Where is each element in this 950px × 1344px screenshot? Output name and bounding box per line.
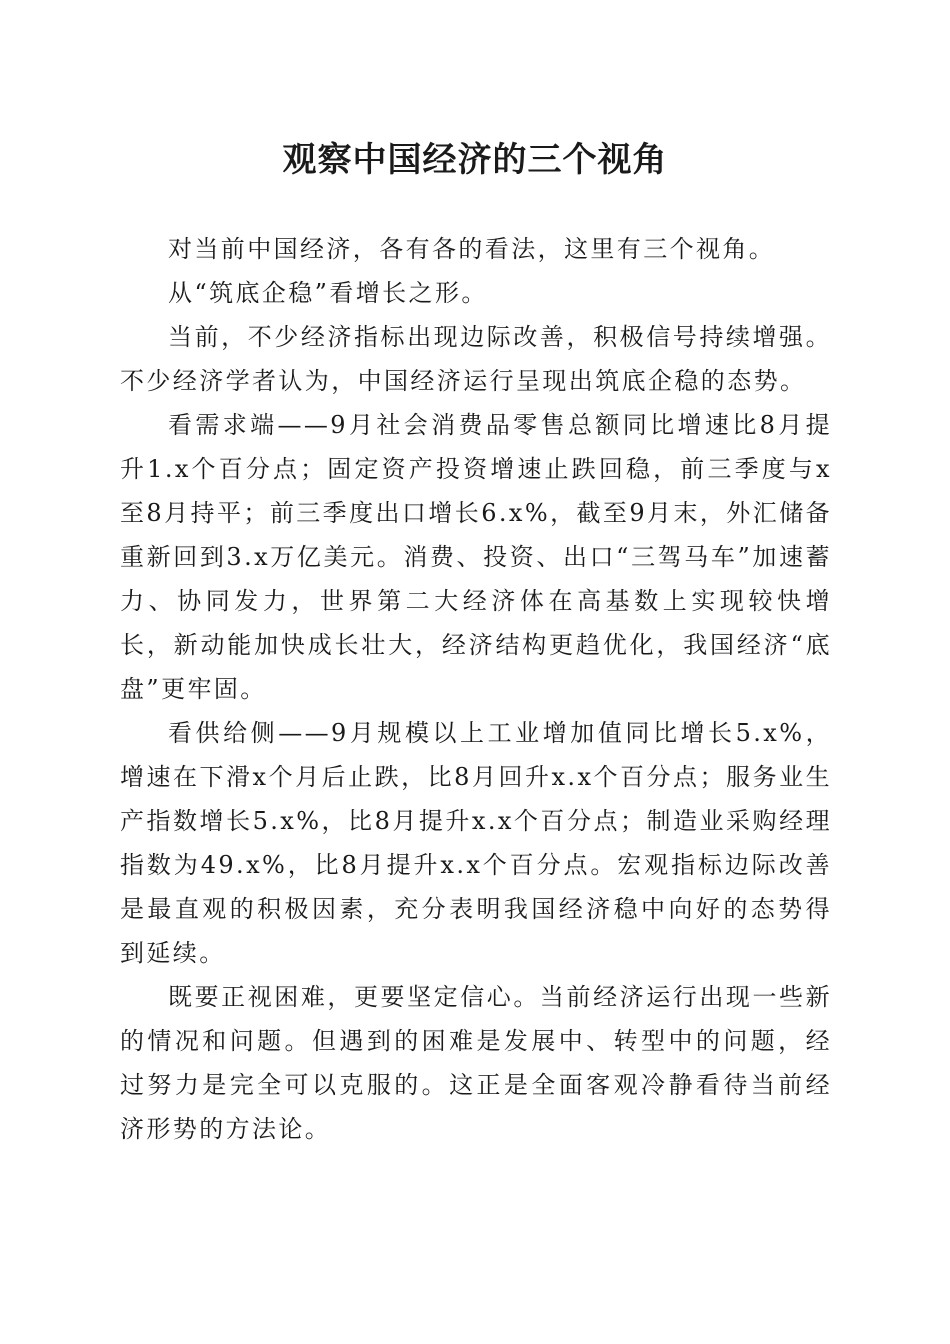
document-body — [120, 227, 832, 1151]
paragraph-current-situation: 当前，不少经济指标出现边际改善，积极信号持续增强。不少经济学者认为，中国经济运行呈现出筑底企稳的态势。 — [120, 323, 832, 395]
paragraph-intro: 对当前中国经济，各有各的看法，这里有三个视角。 — [168, 235, 776, 263]
paragraph-confidence: 既要正视困难，更要坚定信心。当前经济运行出现一些新的情况和问题。但遇到的困难是发展中、转型中的问题，经过努力是完全可以克服的。这正是全面客观冷静看待当前经济形势的方法论。 — [120, 983, 832, 1143]
paragraph-demand-side: 看需求端——9月社会消费品零售总额同比增速比8月提升1.x个百分点；固定资产投资增速止跌回稳，前三季度与x至8月持平；前三季度出口增长6.x%，截至9月末，外汇储备重新回到3.x万亿美元。消费、投资、出口“三驾马车”加速蓄力、协同发力，世界第二大经济体在高基数上实现较快增长，新动能加快成长壮大，经济结构更趋优化，我国经济“底盘”更牢固。 — [120, 411, 832, 703]
paragraph-supply-side: 看供给侧——9月规模以上工业增加值同比增长5.x%，增速在下滑x个月后止跌，比8月回升x.x个百分点；服务业生产指数增长5.x%，比8月提升x.x个百分点；制造业采购经理指数为49.x%，比8月提升x.x个百分点。宏观指标边际改善是最直观的积极因素，充分表明我国经济稳中向好的态势得到延续。 — [120, 719, 832, 967]
document-title: 观察中国经济的三个视角 — [282, 140, 668, 180]
paragraph-section-heading: 从“筑底企稳”看增长之形。 — [168, 279, 488, 307]
